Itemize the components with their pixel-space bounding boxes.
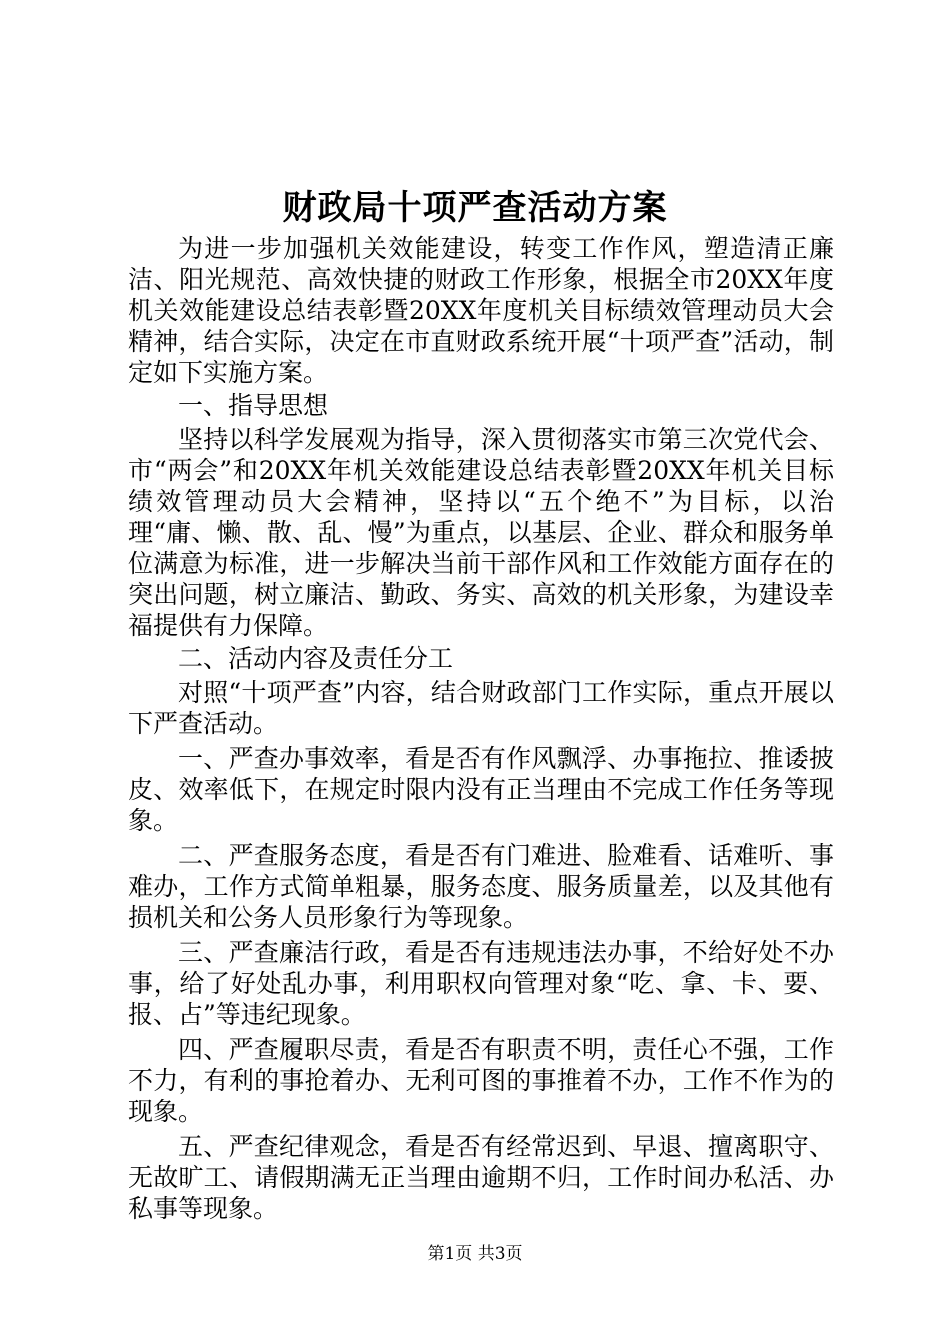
check-item-5: 五、严查纪律观念，看是否有经常迟到、早退、擅离职守、无故旷工、请假期满无正当理由逾期不归，工作时间办私活、办私事等现象。: [128, 1132, 834, 1223]
document-body: [128, 233, 834, 1224]
intro-paragraph: 为进一步加强机关效能建设，转变工作作风，塑造清正廉洁、阳光规范、高效快捷的财政工作形象，根据全市20XX年度机关效能建设总结表彰暨20XX年度机关目标绩效管理动员大会精神，结合实际，决定在市直财政系统开展“十项严查”活动，制定如下实施方案。: [128, 234, 834, 387]
section-1-heading: 一、指导思想: [178, 391, 329, 420]
section-2-heading: 二、活动内容及责任分工: [178, 644, 454, 673]
check-item-1: 一、严查办事效率，看是否有作风飘浮、办事拖拉、推诿披皮、效率低下，在规定时限内没有正当理由不完成工作任务等现象。: [128, 744, 834, 835]
check-item-3: 三、严查廉洁行政，看是否有违规违法办事，不给好处不办事，给了好处乱办事，利用职权向管理对象“吃、拿、卡、要、报、占”等违纪现象。: [128, 938, 834, 1029]
page-footer: 第1页 共3页: [427, 1244, 523, 1264]
check-item-4: 四、严查履职尽责，看是否有职责不明，责任心不强，工作不力，有利的事抢着办、无利可图的事推着不办，工作不作为的现象。: [128, 1035, 834, 1126]
check-item-2: 二、严查服务态度，看是否有门难进、脸难看、话难听、事难办，工作方式简单粗暴，服务态度、服务质量差，以及其他有损机关和公务人员形象行为等现象。: [128, 841, 834, 932]
document-title: 财政局十项严查活动方案: [282, 188, 668, 228]
section-2-intro-paragraph: 对照“十项严查”内容，结合财政部门工作实际，重点开展以下严查活动。: [128, 678, 834, 738]
section-1-paragraph: 坚持以科学发展观为指导，深入贯彻落实市第三次党代会、市“两会”和20XX年机关效能建设总结表彰暨20XX年机关目标绩效管理动员大会精神，坚持以“五个绝不”为目标，以治理“庸、懒、散、乱、慢”为重点，以基层、企业、群众和服务单位满意为标准，进一步解决当前干部作风和工作效能方面存在的突出问题，树立廉洁、勤政、务实、高效的机关形象，为建设幸福提供有力保障。: [128, 425, 834, 640]
